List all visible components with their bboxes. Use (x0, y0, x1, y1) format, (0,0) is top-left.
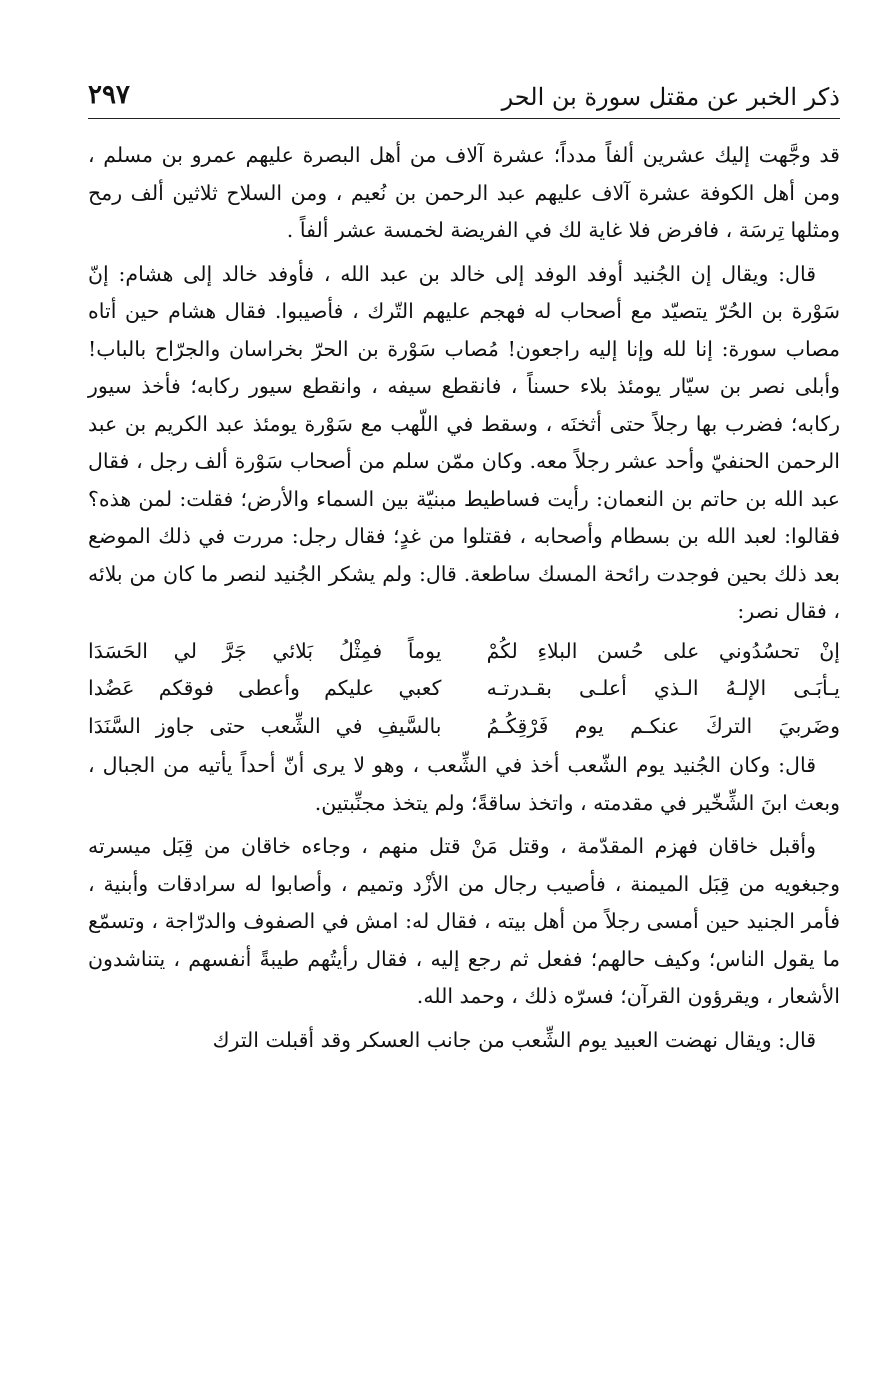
paragraph: وأقبل خاقان فهزم المقدّمة ، وقتل مَنْ قتل منهم ، وجاءه خاقان من قِبَل ميسرته وجبغويه من قِبَل الميمنة ، فأصيب رجال من الأزْد وتميم ، وأصابوا له سرادقات وأبنية ، فأمر الجنيد حين أمسى رجلاً من أهل بيته ، فقال له: امش في الصفوف والدرّاجة ، وتسمّع ما يقول الناس؛ وكيف حالهم؛ ففعل ثم رجع إليه ، فقال رأيتُهم طيبةً أنفسهم ، يتناشدون الأشعار ، ويقرؤون القرآن؛ فسرّه ذلك ، وحمد الله. (88, 834, 840, 1008)
paragraph: قال: وكان الجُنيد يوم الشّعب أخذ في الشِّعب ، وهو لا يرى أنّ أحداً يأتيه من الجبال ، وبعث ابنَ الشِّخّير في مقدمته ، واتخذ ساقةً؛ ولم يتخذ مجنِّبتين. (88, 753, 840, 815)
poem-verse (88, 633, 840, 671)
page-number: ٢٩٧ (88, 80, 130, 110)
book-page (88, 78, 840, 1059)
paragraph: قد وجَّهت إليك عشرين ألفاً مدداً؛ عشرة آلاف من أهل البصرة عليهم عمرو بن مسلم ، ومن أهل الكوفة عشرة آلاف عليهم عبد الرحمن بن نُعيم ، ومن السلاح ثلاثين ألف رمح ومثلها تِرسَة ، فافرض فلا غاية لك في الفريضة لخمسة عشر ألفاً . (88, 143, 840, 242)
page-body (88, 137, 840, 1059)
paragraph: قال: ويقال إن الجُنيد أوفد الوفد إلى خالد بن عبد الله ، فأوفد خالد إلى هشام: إنّ سَوْرة بن الحُرّ يتصيّد مع أصحاب له فهجم عليهم التّرك ، فأصيبوا. فقال هشام حين أتاه مصاب سورة: إنا لله وإنا إليه راجعون! مُصاب سَوْرة بن الحرّ بخراسان والجرّاح بالباب! وأبلى نصر بن سيّار يومئذ بلاء حسناً ، فانقطع سيفه ، وانقطع سيور ركابه؛ فأخذ سيور ركابه؛ فضرب بها رجلاً حتى أثخنَه ، وسقط في اللّهب مع سَوْرة يومئذ عبد الكريم بن عبد الرحمن الحنفيّ وأحد عشر رجلاً معه. وكان ممّن سلم من أصحاب سَوْرة ألف رجل ، فقال عبد الله بن حاتم بن النعمان: رأيت فساطيط مبنيّة بين السماء والأرض؛ فقلت: لمن هذه؟ فقالوا: لعبد الله بن بسطام وأصحابه ، فقتلوا من غدٍ؛ فقال رجل: مررت في ذلك الموضع بعد ذلك بحين فوجدت رائحة المسك ساطعة. قال: ولم يشكر الجُنيد لنصر ما كان من بلائه ، فقال نصر: (88, 261, 840, 623)
verse-second-half: بالسَّيفِ في الشِّعب حتى جاوز السَّنَدَا (88, 713, 442, 738)
verse-second-half: يوماً فمِثْلُ بَلائي جَرَّ لي الحَسَدَا (88, 638, 442, 663)
poem (88, 633, 840, 746)
running-title: ذكر الخبر عن مقتل سورة بن الحر (501, 83, 840, 111)
verse-first-half: وضَربيَ التركَ عنكـم يوم فَرْقِكُـمُ (486, 713, 840, 738)
poem-verse (88, 708, 840, 746)
verse-first-half: يـأبَـى الإلـهُ الـذي أعلـى بقـدرتـه (486, 676, 840, 700)
paragraph: قال: ويقال نهضت العبيد يوم الشِّعب من جانب العسكر وقد أقبلت الترك (212, 1027, 816, 1052)
page-header (88, 78, 840, 119)
poem-verse (88, 670, 840, 708)
verse-second-half: كعبي عليكم وأعطى فوقكم عَضُدا (88, 676, 442, 700)
verse-first-half: إنْ تحسُدُوني على حُسن البلاءِ لكُمْ (486, 638, 840, 663)
